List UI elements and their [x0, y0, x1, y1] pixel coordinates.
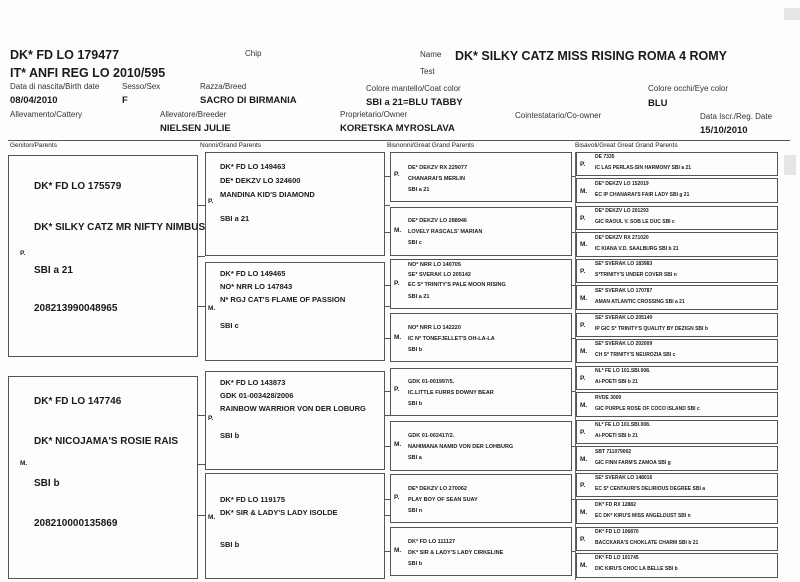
cat-name: DK* SILKY CATZ MISS RISING ROMA 4 ROMY: [455, 49, 728, 63]
ggg-line-2: DIC KIRU'S CHOC LA BELLE SBI b: [595, 566, 678, 572]
grandparent-color: SBI b: [220, 540, 240, 549]
ggg-marker: P.: [580, 322, 586, 329]
ggg-line-1: DK* FD LO 101745: [595, 555, 639, 561]
ggg-marker: P.: [580, 161, 586, 168]
ggg-line-2: IC LAS PERLAS-SIN HARMONY SBI a 21: [595, 165, 692, 171]
scan-mark: [784, 8, 800, 20]
great-grandparent-line-2: IC.LITTLE FURRS DOWNY BEAR: [408, 390, 494, 396]
grandparent-line-1: DK* FD LO 149465: [220, 269, 286, 278]
great-grandparent-line-1: DK* FD LO 111127: [408, 539, 456, 545]
ggg-line-2: S*TRINITY'S UNDER COVER SBI n: [595, 272, 677, 278]
great-grandparent-line-1: GDK 01-002417/2.: [408, 433, 455, 439]
ggg-line-1: DE* DEKZV LO 152019: [595, 181, 649, 187]
great-grandparent-line-3: SBI a 21: [408, 187, 430, 193]
ggg-marker: M.: [580, 456, 588, 463]
dam-reg: DK* FD LO 147746: [34, 396, 122, 407]
dam-chip: 208210000135869: [34, 518, 118, 529]
ggg-line-2: EC IP CHANARAI'S FAIR LADY SBI g 21: [595, 192, 690, 198]
great-grandparent-marker: P.: [394, 171, 400, 178]
ggg-line-1: SE* SVERAK LO 205140: [595, 315, 653, 321]
great-grandparent-marker: P.: [394, 494, 400, 501]
grandparent-marker: M.: [208, 514, 216, 521]
dam-name: DK* NICOJAMA'S ROSIE RAIS: [34, 436, 179, 447]
ggg-line-1: NL* FE LO 101.SBI.008.: [595, 368, 651, 374]
breed-label: Razza/Breed: [200, 82, 247, 91]
ggg-marker: P.: [580, 536, 586, 543]
sex-label: Sesso/Sex: [122, 82, 161, 91]
great-grandparent-line-3: SBI b: [408, 401, 423, 407]
scan-mark: [784, 155, 796, 175]
ggg-line-2: IP GIC S* TRINITY'S QUALITY BY DEZIGN SBI b: [595, 326, 708, 332]
ggg-marker: M.: [580, 188, 588, 195]
great-grandparent-line-1: GDK 01-001997/5.: [408, 379, 455, 385]
ggg-line-1: SE* SVERAK LO 183983: [595, 261, 653, 267]
ggg-line-2: Ai-POETI SBI b 21: [595, 379, 638, 385]
great-grandparent-line-2: SE* SVERAK LO 205142: [408, 272, 471, 278]
great-grandparent-marker: P.: [394, 280, 400, 287]
ggg-line-1: DE* DEKZV LO 201293: [595, 208, 649, 214]
reg-date-value: 15/10/2010: [700, 125, 748, 136]
ggg-line-1: SE* SVERAK LO 170787: [595, 288, 653, 294]
great-grandparent-line-1: DE* DEKZV LO 270062: [408, 486, 467, 492]
grandparent-line-1: DK* FD LO 119175: [220, 495, 286, 504]
grandparent-line-1: DK* FD LO 149463: [220, 162, 286, 171]
ggg-marker: M.: [580, 348, 588, 355]
sex-value: F: [122, 95, 128, 106]
grandparent-box: [205, 473, 385, 579]
column-header-great-grandparents: Bisnonni/Great Grand Parents: [387, 142, 475, 149]
great-grandparent-line-2: IC N* TONEFJELLET'S OH-LA-LA: [408, 336, 495, 342]
ggg-line-2: BACCKARA'S CHOKLATE CHARM SBI b 21: [595, 540, 699, 546]
ggg-line-2: IC KIANA V.D. SAALBURG SBI b 21: [595, 246, 679, 252]
grandparent-line-2: NO* NRR LO 147843: [220, 282, 293, 291]
grandparent-color: SBI a 21: [220, 214, 250, 223]
eye-color-value: BLU: [648, 98, 668, 109]
coat-color-value: SBI a 21=BLU TABBY: [366, 97, 463, 108]
great-grandparent-marker: P.: [394, 386, 400, 393]
chip-label: Chip: [245, 49, 262, 58]
ggg-line-2: CH S* TRINITY'S NEUROZIA SBI c: [595, 352, 676, 358]
ggg-line-1: DK* FD RX 12882: [595, 502, 636, 508]
co-owner-label: Cointestatario/Co-owner: [515, 111, 602, 120]
birth-date-label: Data di nascita/Birth date: [10, 82, 100, 91]
ggg-line-1: DK* FD LO 106870: [595, 529, 639, 535]
great-grandparent-marker: M.: [394, 334, 402, 341]
grandparent-line-2: GDK 01-003428/2006: [220, 391, 294, 400]
great-grandparent-line-1: DE* DEKZV RX 229077: [408, 165, 467, 171]
ggg-line-2: Ai-POETI SBI b 21: [595, 433, 638, 439]
great-grandparent-line-1: DE* DEKZV LO 288946: [408, 218, 467, 224]
column-header-great-great-grandparents: Bisavoli/Great Great Grand Parents: [575, 142, 678, 149]
ggg-line-1: SBT 711079002: [595, 449, 632, 455]
ggg-line-2: AMAN ATLANTIC CROSSING SBI a 21: [595, 299, 685, 305]
ggg-line-2: GIC RAOUL V. SOB LE DUC SBI c: [595, 219, 675, 225]
ggg-line-1: DE 7335: [595, 154, 615, 160]
reg-date-label: Data Iscr./Reg. Date: [700, 112, 773, 121]
great-grandparent-line-3: SBI n: [408, 508, 423, 514]
great-grandparent-line-3: SBI b: [408, 347, 423, 353]
grandparent-marker: P.: [208, 198, 214, 205]
dam-marker: M.: [20, 460, 28, 467]
test-label: Test: [420, 67, 435, 76]
great-grandparent-marker: M.: [394, 227, 402, 234]
column-header-parents: Genitori/Parents: [10, 142, 57, 149]
ggg-marker: P.: [580, 375, 586, 382]
great-grandparent-line-4: SBI a 21: [408, 294, 430, 300]
ggg-marker: P.: [580, 482, 586, 489]
great-grandparent-line-2: PLAY BOY OF SEAN SUAY: [408, 497, 478, 503]
sire-chip: 208213990048965: [34, 303, 118, 314]
great-grandparent-line-2: CHANARAI'S MERLIN: [408, 176, 465, 182]
great-grandparent-line-3: EC S* TRINITY'S PALE MOON RISING: [408, 282, 506, 288]
ggg-line-2: GIC PURPLE ROSE OF COCO ISLAND SBI c: [595, 406, 700, 412]
ggg-line-2: EC S* CENTAURI'S DELIRIOUS DEGREE SBI a: [595, 486, 706, 492]
ggg-marker: M.: [580, 241, 588, 248]
grandparent-line-1: DK* FD LO 143873: [220, 378, 286, 387]
ggg-marker: M.: [580, 295, 588, 302]
great-grandparent-line-2: DK* SIR & LADY'S LADY CIRKELINE: [408, 550, 504, 556]
ggg-line-2: GIC FINN FARM'S ZAMOA SBI g: [595, 460, 671, 466]
cattery-label: Allevamento/Cattery: [10, 110, 83, 119]
ggg-marker: M.: [580, 562, 588, 569]
grandparent-color: SBI b: [220, 431, 240, 440]
grandparent-line-3: RAINBOW WARRIOR VON DER LOBURG: [220, 404, 366, 413]
grandparent-line-3: N* RGJ CAT'S FLAME OF PASSION: [220, 295, 346, 304]
breeder-label: Allevatore/Breeder: [160, 110, 227, 119]
coat-color-label: Colore mantello/Coat color: [366, 84, 461, 93]
great-grandparent-marker: M.: [394, 547, 402, 554]
grandparent-color: SBI c: [220, 321, 239, 330]
grandparent-marker: M.: [208, 305, 216, 312]
great-grandparent-marker: M.: [394, 441, 402, 448]
ggg-marker: M.: [580, 402, 588, 409]
sire-marker: P.: [20, 250, 26, 257]
dam-color: SBI b: [34, 478, 60, 489]
great-grandparent-line-1: NO* NRR LO 142220: [408, 325, 461, 331]
ggg-line-1: SE* SVERAK LO 202009: [595, 341, 653, 347]
owner-label: Proprietario/Owner: [340, 110, 408, 119]
ggg-line-1: NL* FE LO 101.SBI.008.: [595, 422, 651, 428]
sire-name: DK* SILKY CATZ MR NIFTY NIMBUS: [34, 222, 206, 233]
breeder-value: NIELSEN JULIE: [160, 123, 231, 134]
registration-number: DK* FD LO 179477: [10, 48, 120, 62]
ggg-marker: P.: [580, 215, 586, 222]
great-grandparent-line-2: LOVELY RASCALS' MARIAN: [408, 229, 483, 235]
great-grandparent-line-2: NAHIMANA NAMID VON DER LOHBURG: [408, 444, 514, 450]
ggg-line-1: SE* SVERAK LO 148016: [595, 475, 653, 481]
eye-color-label: Colore occhi/Eye color: [648, 84, 729, 93]
ggg-marker: P.: [580, 429, 586, 436]
grandparent-line-2: DE* DEKZV LO 324600: [220, 176, 301, 185]
great-grandparent-line-3: SBI b: [408, 561, 423, 567]
ggg-marker: M.: [580, 509, 588, 516]
ggg-line-2: EC DK* KIRU'S MISS ANGELDUST SBI n: [595, 513, 691, 519]
ggg-marker: P.: [580, 268, 586, 275]
sire-color: SBI a 21: [34, 265, 73, 276]
sire-reg: DK* FD LO 175579: [34, 181, 122, 192]
registration-number-it: IT* ANFI REG LO 2010/595: [10, 66, 166, 80]
great-grandparent-line-1: NO* NRR LO 140705: [408, 262, 461, 268]
birth-date: 08/04/2010: [10, 95, 58, 106]
ggg-line-1: DE* DEKZV RX 271020: [595, 235, 649, 241]
column-header-grandparents: Nonni/Grand Parents: [200, 142, 262, 149]
grandparent-line-2: DK* SIR & LADY'S LADY ISOLDE: [220, 508, 338, 517]
header-divider: [8, 140, 790, 141]
great-grandparent-line-3: SBI c: [408, 240, 422, 246]
breed-value: SACRO DI BIRMANIA: [200, 95, 297, 106]
grandparent-marker: P.: [208, 415, 214, 422]
ggg-line-1: RVDE 3000: [595, 395, 622, 401]
great-grandparent-line-3: SBI a: [408, 455, 422, 461]
name-label: Name: [420, 50, 442, 59]
grandparent-line-3: MANDINA KID'S DIAMOND: [220, 190, 315, 199]
owner-value: KORETSKA MYROSLAVA: [340, 123, 455, 134]
